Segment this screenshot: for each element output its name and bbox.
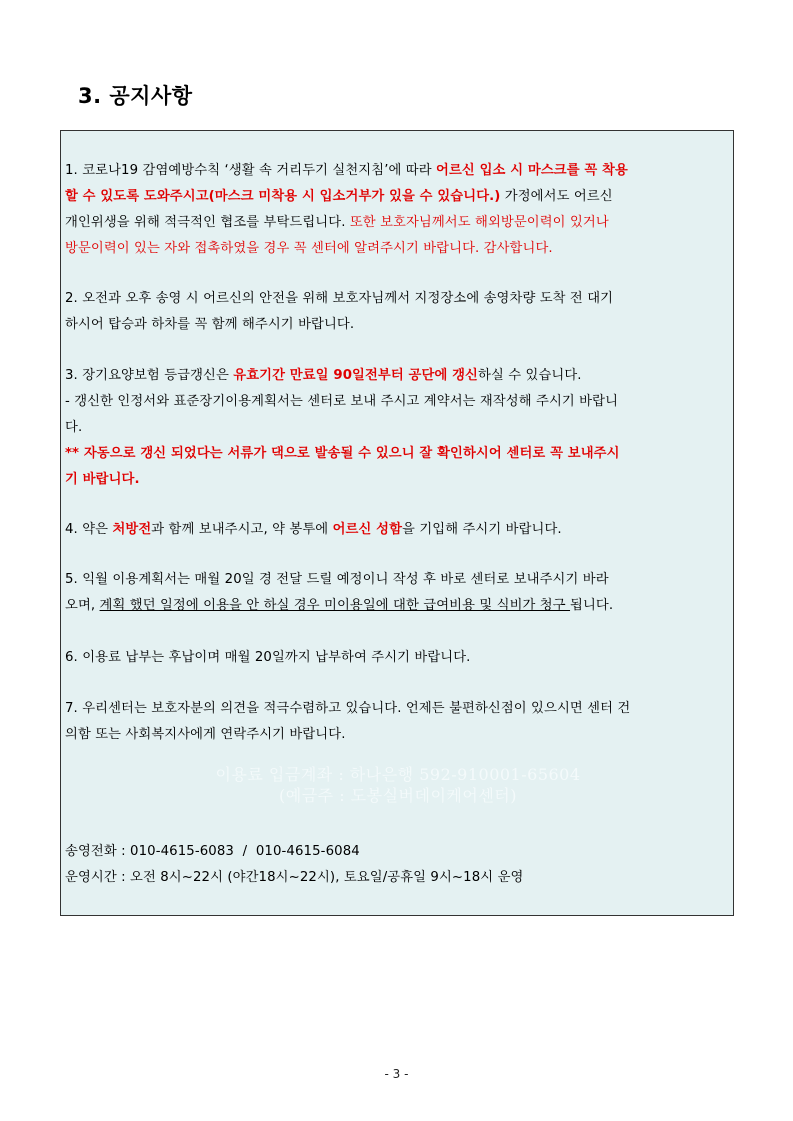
notice-5 <box>65 567 729 619</box>
notice-3-line-5: 기 바랍니다. <box>65 472 140 487</box>
notice-1-line-1 <box>65 158 729 184</box>
notice-4-line-1 <box>65 517 729 543</box>
notice-7 <box>65 696 729 748</box>
notice-highlight: 유효기간 만료일 90일전부터 공단에 갱신 <box>233 368 479 383</box>
notice-2-line-2: 하시어 탑승과 하차를 꼭 함께 해주시기 바랍니다. <box>65 317 355 332</box>
account-watermark: 이용료 입금계좌 : 하나은행 592-910001-65604 <box>215 765 581 784</box>
notice-3-line-4: ** 자동으로 갱신 되었다는 서류가 댁으로 발송될 수 있으니 잘 확인하시어 센터로 꼭 보내주시 <box>65 446 620 461</box>
notice-text: 개인위생을 위해 적극적인 협조를 부탁드립니다. <box>65 215 350 230</box>
operating-hours: 운영시간 : 오전 8시~22시 (야간18시~22시), 토요일/공휴일 9시~18시 운영 <box>65 870 524 885</box>
contact-info <box>65 839 729 891</box>
notice-2 <box>65 286 729 338</box>
notice-3 <box>65 363 729 493</box>
notice-text: 가정에서도 어르신 <box>500 189 613 204</box>
notice-text: 3. 장기요양보험 등급갱신은 <box>65 368 234 383</box>
notice-text: 과 함께 보내주시고, 약 봉투에 <box>151 522 333 537</box>
notice-7-line-1: 7. 우리센터는 보호자분의 의견을 적극수렴하고 있습니다. 언제든 불편하신점이 있으시면 센터 건 <box>65 701 631 716</box>
notice-underlined-text: 계획 했던 일정에 이용을 안 하실 경우 미이용일에 대한 급여비용 및 식비가 청구 <box>99 598 571 613</box>
notice-6 <box>65 645 729 671</box>
notice-3-line-1 <box>65 363 729 389</box>
notice-2-line-1: 2. 오전과 오후 송영 시 어르신의 안전을 위해 보호자님께서 지정장소에 송영차량 도착 전 대기 <box>65 291 614 306</box>
section-title: 3. 공지사항 <box>78 84 193 108</box>
notice-3-line-2: - 갱신한 인정서와 표준장기이용계획서는 센터로 보내 주시고 계약서는 재작성해 주시기 바랍니 <box>65 394 619 409</box>
notice-text: 을 기입해 주시기 바랍니다. <box>402 522 562 537</box>
notice-1-line-3 <box>65 210 729 236</box>
notice-text: 4. 약은 <box>65 522 113 537</box>
notice-highlight: 어르신 성함 <box>332 522 403 537</box>
notice-highlight: 어르신 입소 시 마스크를 꼭 착용 <box>436 163 628 178</box>
notice-highlight: 방문이력이 있는 자와 접촉하였을 경우 꼭 센터에 알려주시기 바랍니다. 감사합니다. <box>65 241 553 256</box>
notice-4 <box>65 517 729 543</box>
notice-text: 오며, <box>65 598 100 613</box>
notice-1 <box>65 158 729 262</box>
shuttle-phone: 송영전화 : 010-4615-6083 / 010-4615-6084 <box>65 844 360 859</box>
notice-7-line-2: 의함 또는 사회복지사에게 연락주시기 바랍니다. <box>65 727 346 742</box>
notice-1-line-2 <box>65 184 729 210</box>
notice-box <box>60 130 734 916</box>
notice-5-line-1: 5. 익월 이용계획서는 매월 20일 경 전달 드릴 예정이니 작성 후 바로 센터로 보내주시기 바라 <box>65 572 609 587</box>
notice-highlight: 처방전 <box>112 522 152 537</box>
page-number: - 3 - <box>384 1067 409 1081</box>
notice-3-line-3: 다. <box>65 420 83 435</box>
notice-highlight: 할 수 있도록 도와주시고(마스크 미착용 시 입소거부가 있을 수 있습니다.) <box>65 189 501 204</box>
notice-1-line-4 <box>65 236 729 262</box>
notice-6-line-1: 6. 이용료 납부는 후납이며 매월 20일까지 납부하여 주시기 바랍니다. <box>65 650 471 665</box>
notice-5-line-2 <box>65 593 729 619</box>
notice-text: 하실 수 있습니다. <box>478 368 582 383</box>
notice-text: 1. 코로나19 감염예방수칙 ‘생활 속 거리두기 실천지침’에 따라 <box>65 163 437 178</box>
notice-highlight: 또한 보호자님께서도 해외방문이력이 있거나 <box>349 215 609 230</box>
notice-text: 됩니다. <box>570 598 614 613</box>
account-holder-watermark: (예금주 : 도봉실버데이케어센터) <box>279 786 517 805</box>
